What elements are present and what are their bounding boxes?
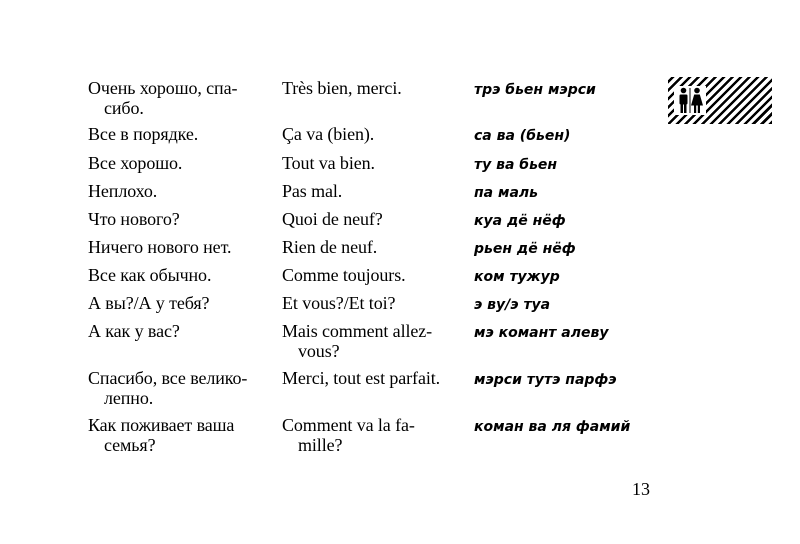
russian-phrase-line: лепно. [104, 388, 154, 408]
phrase-row [88, 209, 648, 237]
french-phrase-line: Et vous?/Et toi? [282, 293, 396, 313]
russian-phrase-line: Неплохо. [88, 181, 158, 201]
phrase-row [88, 153, 648, 181]
russian-phrase-line: Все хорошо. [88, 153, 183, 173]
french-phrase [282, 153, 474, 173]
russian-phrase-line: сибо. [104, 98, 144, 118]
phrase-table [88, 78, 648, 461]
french-phrase [282, 124, 474, 144]
russian-phrase-line: А как у вас? [88, 321, 180, 341]
french-phrase-line: Mais comment allez- [282, 321, 433, 341]
russian-phrase [88, 124, 282, 144]
phrase-row [88, 415, 648, 461]
phrase-row [88, 265, 648, 293]
russian-phrase [88, 181, 282, 201]
russian-phrase [88, 368, 282, 408]
russian-phrase-line: Как поживает ваша [88, 415, 235, 435]
french-phrase-line: Très bien, merci. [282, 78, 402, 98]
phrase-row [88, 321, 648, 368]
french-phrase-line: Rien de neuf. [282, 237, 378, 257]
russian-phrase [88, 265, 282, 285]
people-icon [674, 86, 706, 115]
french-phrase [282, 237, 474, 257]
phrase-row [88, 181, 648, 209]
pronunciation: па маль [474, 185, 538, 201]
russian-phrase-line: Спасибо, все велико- [88, 368, 248, 388]
french-phrase [282, 78, 474, 98]
section-tab [668, 77, 772, 124]
phrase-row [88, 237, 648, 265]
russian-phrase [88, 153, 282, 173]
russian-phrase-line: семья? [104, 435, 156, 455]
french-phrase [282, 368, 474, 388]
pronunciation: рьен дё нёф [474, 241, 576, 257]
page-number: 13 [632, 479, 650, 499]
phrase-row [88, 78, 648, 124]
russian-phrase-line: Очень хорошо, спа- [88, 78, 238, 98]
french-phrase-line: Quoi de neuf? [282, 209, 383, 229]
french-phrase-line: Comment va la fa- [282, 415, 415, 435]
russian-phrase [88, 293, 282, 313]
french-phrase-line: vous? [298, 341, 340, 361]
pronunciation: трэ бьен мэрси [474, 82, 596, 98]
french-phrase [282, 265, 474, 285]
people-icon-frame [674, 86, 706, 115]
pronunciation: мэрси тутэ парфэ [474, 372, 617, 388]
phrase-row [88, 293, 648, 321]
russian-phrase [88, 321, 282, 341]
pronunciation: куа дё нёф [474, 213, 566, 229]
french-phrase-line: Ça va (bien). [282, 124, 375, 144]
french-phrase-line: Pas mal. [282, 181, 343, 201]
russian-phrase-line: Ничего нового нет. [88, 237, 232, 257]
pronunciation: са ва (бьен) [474, 128, 571, 144]
pronunciation: ту ва бьен [474, 157, 558, 173]
french-phrase [282, 293, 474, 313]
russian-phrase-line: Что нового? [88, 209, 180, 229]
phrase-row [88, 124, 648, 153]
pronunciation: коман ва ля фамий [474, 419, 631, 435]
russian-phrase-line: Все как обычно. [88, 265, 212, 285]
russian-phrase-line: Все в порядке. [88, 124, 199, 144]
french-phrase-line: Merci, tout est parfait. [282, 368, 441, 388]
french-phrase [282, 209, 474, 229]
russian-phrase [88, 237, 282, 257]
french-phrase [282, 321, 474, 361]
pronunciation: э ву/э туа [474, 297, 551, 313]
french-phrase-line: mille? [298, 435, 343, 455]
french-phrase [282, 415, 474, 455]
pronunciation: ком тужур [474, 269, 560, 285]
russian-phrase-line: А вы?/А у тебя? [88, 293, 210, 313]
russian-phrase [88, 415, 282, 455]
russian-phrase [88, 78, 282, 118]
phrase-row [88, 368, 648, 415]
french-phrase [282, 181, 474, 201]
french-phrase-line: Tout va bien. [282, 153, 375, 173]
french-phrase-line: Comme toujours. [282, 265, 406, 285]
russian-phrase [88, 209, 282, 229]
pronunciation: мэ комант алеву [474, 325, 609, 341]
